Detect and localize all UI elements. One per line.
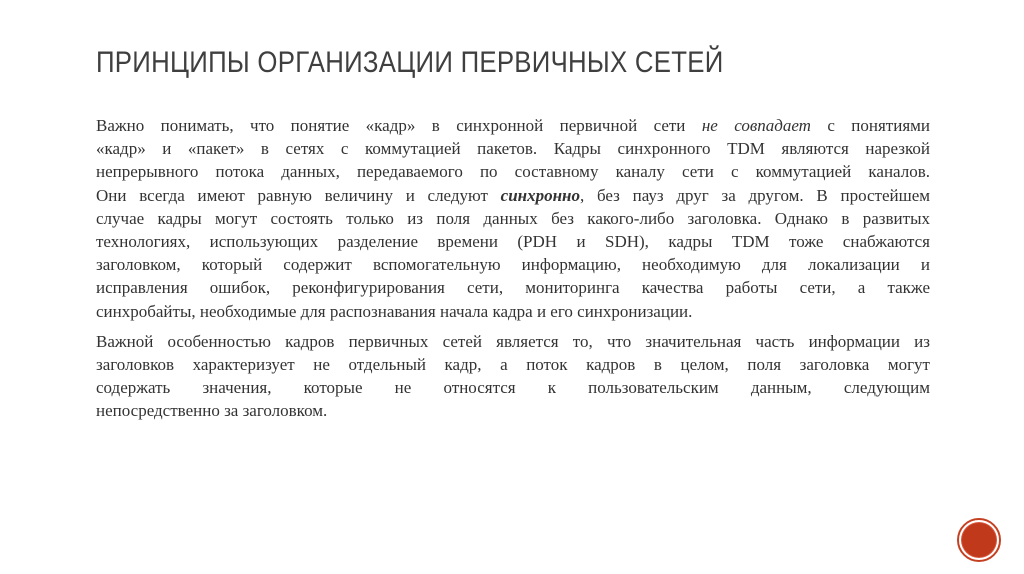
text-span: с понятиями [810,116,930,135]
text-line: «кадр» и «пакет» в сетях с коммутацией пакетов. Кадры синхронного TDM являются нарезкой [96,139,930,159]
text-line: Важной особенностью кадров первичных сетей является то, что значительная часть информации из [96,331,930,351]
text-line: случае кадры могут состоять только из поля данных без какого-либо заголовка. Однако в развитых [96,208,930,228]
bold-emphasis-text: синхронно [500,185,580,205]
text-line: технологиях, использующих разделение времени (PDH и SDH), кадры TDM тоже снабжаются [96,231,930,251]
text-line: заголовков характеризует не отдельный кадр, а поток кадров в целом, поля заголовка могут [96,354,930,374]
text-span: Важно понимать, что понятие «кадр» в синхронной первичной сети [96,116,702,135]
decorative-circle-icon [959,520,999,560]
text-span: Они всегда имеют равную величину и следуют [96,185,501,205]
paragraph-2 [96,330,930,423]
text-line: содержать значения, которые не относятся к пользовательским данным, следующим [96,378,930,398]
text-line: синхробайты, необходимые для распознавания начала кадра и его синхронизации. [96,301,693,321]
slide-body [96,114,930,422]
text-line: заголовком, который содержит вспомогательную информацию, необходимую для локализации и [96,255,930,275]
paragraph-1 [96,114,930,323]
text-line: непосредственно за заголовком. [96,401,328,421]
slide-title: ПРИНЦИПЫ ОРГАНИЗАЦИИ ПЕРВИЧНЫХ СЕТЕЙ [96,46,724,79]
text-span: , без пауз друг за другом. В простейшем [580,185,930,205]
text-line [96,184,930,207]
text-line [96,114,930,137]
emphasis-text: не совпадает [701,116,811,135]
text-line: исправления ошибок, реконфигурирования сети, мониторинга качества работы сети, а также [96,278,930,298]
text-line: непрерывного потока данных, передаваемого по составному каналу сети с коммутацией каналов. [96,162,930,182]
